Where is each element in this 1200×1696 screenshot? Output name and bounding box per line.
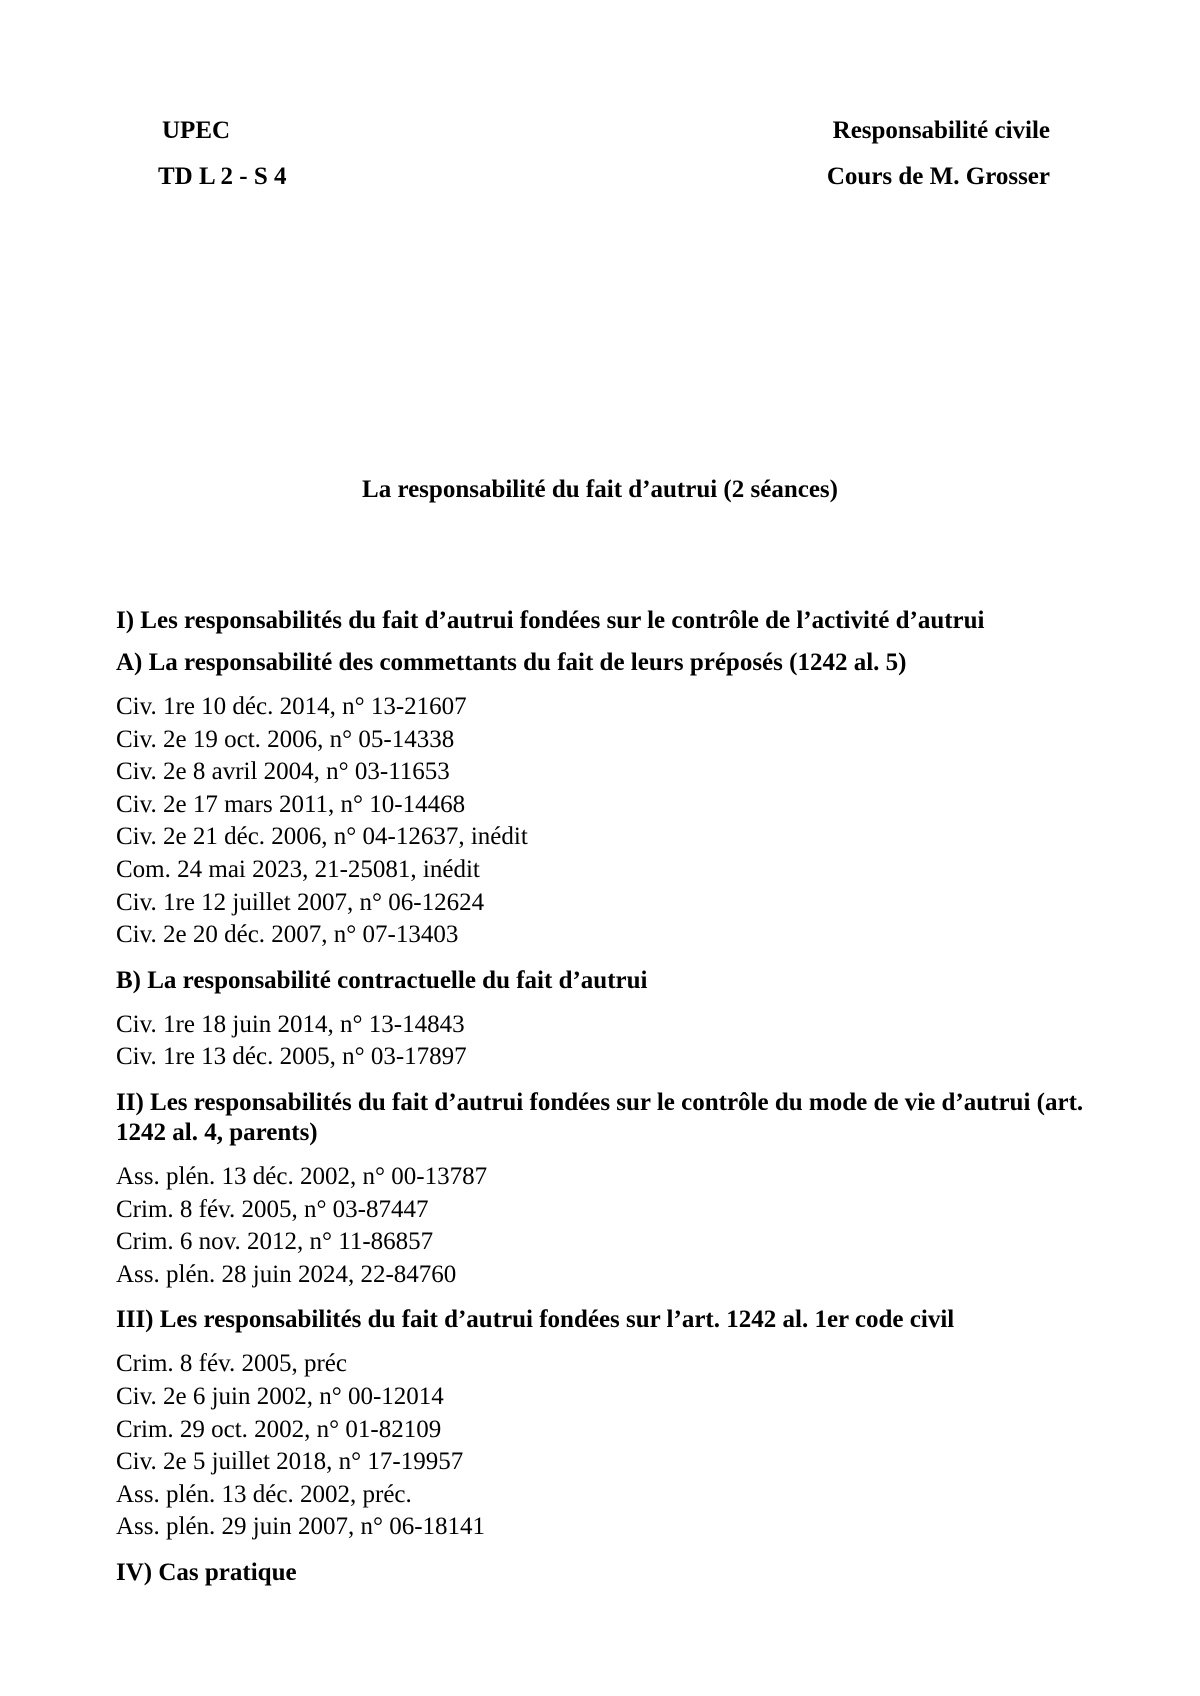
- case-list: [116, 691, 1106, 952]
- case-reference: Ass. plén. 13 déc. 2002, n° 00-13787: [116, 1162, 488, 1190]
- case-reference: Civ. 2e 6 juin 2002, n° 00-12014: [116, 1382, 444, 1410]
- case-reference: Civ. 2e 20 déc. 2007, n° 07-13403: [116, 921, 459, 949]
- case-reference: Civ. 2e 8 avril 2004, n° 03-11653: [116, 758, 450, 786]
- case-reference: Civ. 2e 17 mars 2011, n° 10-14468: [116, 790, 466, 818]
- header-td-group: TD L 2 - S 4: [158, 163, 287, 190]
- case-reference: Crim. 8 fév. 2005, préc: [116, 1350, 347, 1378]
- case-reference: Civ. 1re 10 déc. 2014, n° 13-21607: [116, 693, 467, 720]
- case-reference: Civ. 2e 21 déc. 2006, n° 04-12637, inédit: [116, 823, 528, 851]
- case-reference: Crim. 29 oct. 2002, n° 01-82109: [116, 1415, 442, 1443]
- section-heading: I) Les responsabilités du fait d’autrui fondées sur le contrôle de l’activité d’autrui: [116, 607, 985, 634]
- case-list: [116, 1161, 1106, 1291]
- case-reference: Ass. plén. 13 déc. 2002, préc.: [116, 1480, 412, 1508]
- case-list: [116, 1348, 1106, 1544]
- case-list: [116, 1009, 1106, 1074]
- case-reference: Crim. 6 nov. 2012, n° 11-86857: [116, 1228, 434, 1256]
- section-heading: II) Les responsabilités du fait d’autrui fondées sur le contrôle du mode de vie d’autrui (art. 1242 al. 4, parents): [116, 1088, 1084, 1146]
- header-course-teacher: Cours de M. Grosser: [826, 163, 1050, 190]
- section-heading: IV) Cas pratique: [116, 1558, 297, 1586]
- header-course-subject: Responsabilité civile: [832, 117, 1050, 144]
- case-reference: Ass. plén. 29 juin 2007, n° 06-18141: [116, 1513, 486, 1541]
- document-title: La responsabilité du fait d’autrui (2 séances): [362, 476, 838, 503]
- case-reference: Ass. plén. 28 juin 2024, 22-84760: [116, 1260, 457, 1288]
- section-heading: B) La responsabilité contractuelle du fait d’autrui: [116, 966, 648, 994]
- case-reference: Civ. 1re 13 déc. 2005, n° 03-17897: [116, 1043, 467, 1071]
- document-body: [116, 606, 1106, 1588]
- case-reference: Com. 24 mai 2023, 21-25081, inédit: [116, 855, 480, 883]
- case-reference: Civ. 2e 19 oct. 2006, n° 05-14338: [116, 725, 455, 753]
- case-reference: Civ. 1re 12 juillet 2007, n° 06-12624: [116, 888, 485, 916]
- header-institution: UPEC: [162, 117, 231, 144]
- case-reference: Civ. 1re 18 juin 2014, n° 13-14843: [116, 1010, 465, 1038]
- section-heading: A) La responsabilité des commettants du fait de leurs préposés (1242 al. 5): [116, 649, 907, 676]
- case-reference: Civ. 2e 5 juillet 2018, n° 17-19957: [116, 1448, 464, 1476]
- case-reference: Crim. 8 fév. 2005, n° 03-87447: [116, 1195, 429, 1223]
- section-heading: III) Les responsabilités du fait d’autrui fondées sur l’art. 1242 al. 1er code civil: [116, 1306, 955, 1334]
